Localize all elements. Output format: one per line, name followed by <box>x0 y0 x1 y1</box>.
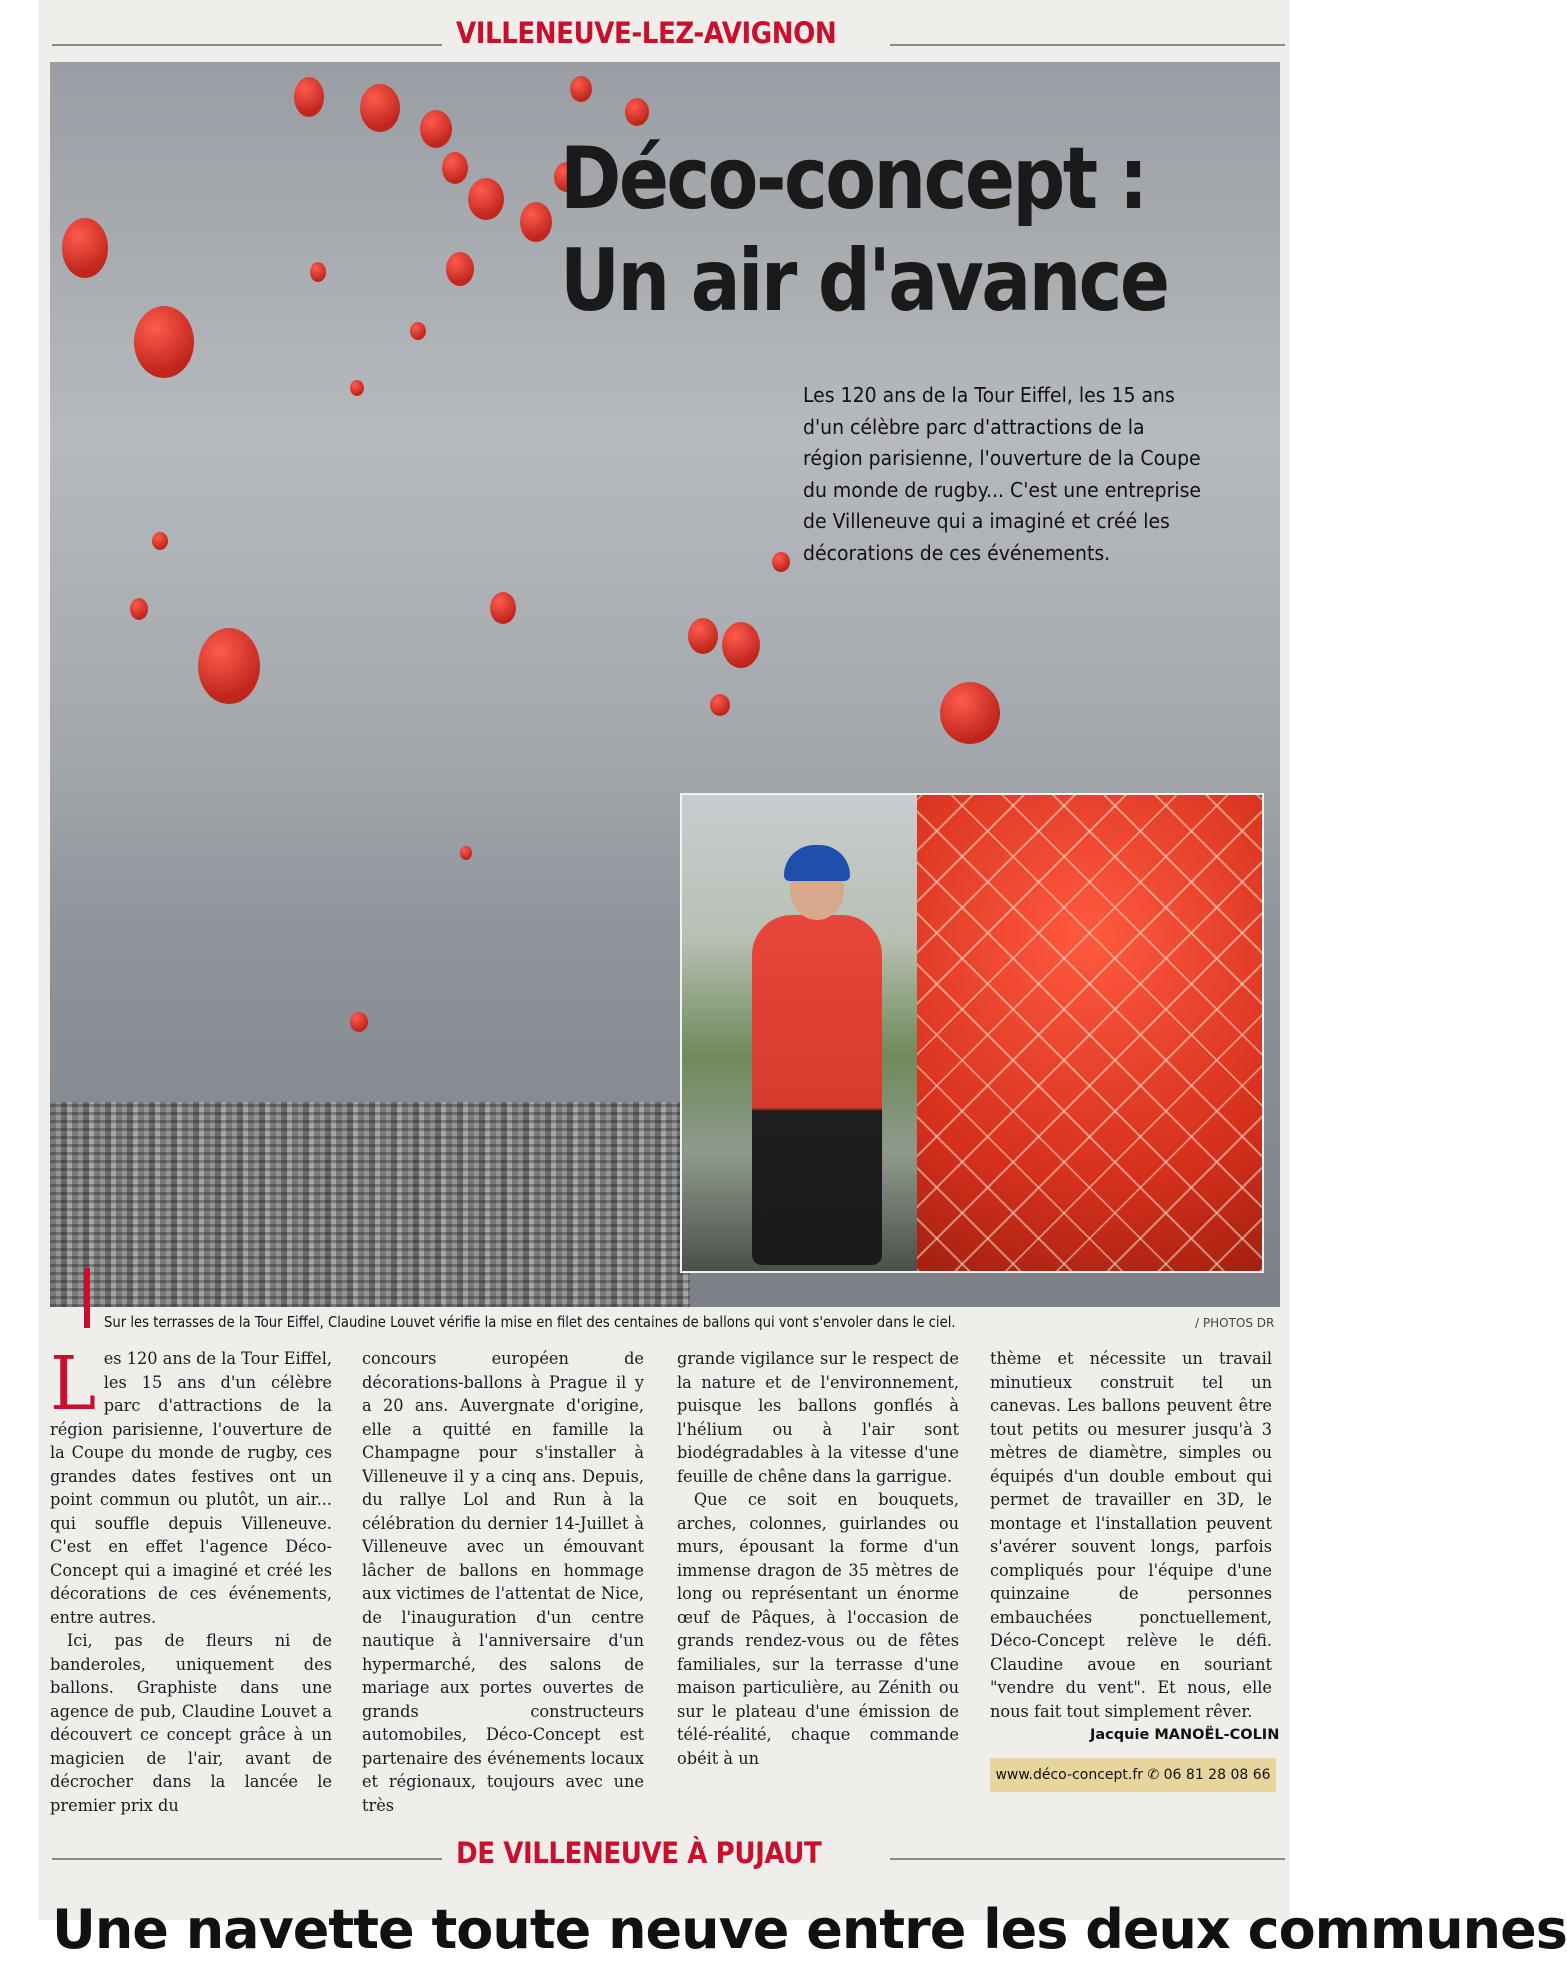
balloon <box>772 552 790 572</box>
intro-paragraph: Les 120 ans de la Tour Eiffel, les 15 ans d'un célèbre parc d'attractions de la région parisienne, l'ouverture de la Coupe du monde de rugby... C'est une entreprise de Villeneuve qui a imaginé et créé les décorations de ces événements. <box>803 383 1202 565</box>
balloon <box>625 98 649 126</box>
article-column-2 <box>362 1348 644 1818</box>
drop-cap: L <box>50 1341 97 1427</box>
balloon <box>350 380 364 396</box>
balloon <box>446 252 474 286</box>
section-title-bottom: DE VILLENEUVE À PUJAUT <box>456 1836 822 1870</box>
blue-helmet-icon <box>784 845 850 881</box>
article-paragraph: Les 120 ans de la Tour Eiffel, les 15 ans d'un célèbre parc d'attractions de la région parisienne, l'ouverture de la Coupe du monde de rugby, ces grandes dates festives ont un point commun ou plutôt, un air... qui souffle depuis Villeneuve. C'est en effet l'agence Déco-Concept qui a imaginé et créé les décorations de ces événements, entre autres. <box>50 1341 332 1628</box>
balloon <box>410 322 426 340</box>
article-column-4 <box>990 1348 1272 1724</box>
netted-balloons <box>917 795 1262 1271</box>
paris-cityscape <box>50 1102 690 1307</box>
article-paragraph: concours européen de décorations-ballons à Prague il y a 20 ans. Auvergnate d'origine, elle a quitté en famille la Champagne pour s'installer à Villeneuve il y a cinq ans. Depuis, du rallye Lol and Run à la célébration du dernier 14-Juillet à Villeneuve avec un émouvant lâcher de ballons en hommage aux victimes de l'attentat de Nice, de l'inauguration d'un centre nautique à l'anniversaire d'un hypermarché, des salons de mariage aux portes ouvertes de grands constructeurs automobiles, Déco-Concept est partenaire des événements locaux et régionaux, toujours avec une très <box>362 1349 644 1816</box>
balloon <box>460 846 472 860</box>
balloon <box>360 84 400 132</box>
bottom-rule-right <box>890 1858 1285 1860</box>
balloon <box>310 262 326 282</box>
article-paragraph: Ici, pas de fleurs ni de banderoles, uniquement des ballons. Graphiste dans une agence de pub, Claudine Louvet a découvert ce concept grâce à un magicien de l'air, avant de décrocher dans la lancée le premier prix du <box>50 1631 333 1816</box>
author-byline: Jacquie MANOËL-COLIN <box>1090 1727 1280 1743</box>
top-rule-right <box>890 44 1285 46</box>
section-title-top: VILLENEUVE-LEZ-AVIGNON <box>456 16 837 50</box>
caption-marker <box>84 1268 90 1328</box>
worker-figure <box>752 915 882 1265</box>
photo-credit: / PHOTOS DR <box>1195 1316 1275 1330</box>
headline <box>560 128 1168 332</box>
bottom-rule-left <box>52 1858 442 1860</box>
balloon <box>198 628 260 704</box>
balloon <box>294 77 324 117</box>
article-paragraph: grande vigilance sur le respect de la nature et de l'environnement, puisque les ballons gonflés à l'hélium ou à l'air sont biodégradables à la vitesse d'une feuille de chêne dans la garrigue. <box>677 1349 959 1487</box>
balloon <box>152 532 168 550</box>
top-rule-left <box>52 44 442 46</box>
balloon <box>420 110 452 148</box>
headline-line-2: Un air d'avance <box>560 231 1168 331</box>
article-paragraph: thème et nécessite un travail minutieux construit tel un canevas. Les ballons peuvent être tout petits ou mesurer jusqu'à 3 mètres de diamètre, simples ou équipés d'un double embout qui permet de travailler en 3D, le montage et l'installation peuvent s'avérer souvent longs, parfois compliqués pour l'équipe d'une quinzaine de personnes embauchées ponctuellement, Déco-Concept relève le défi. Claudine avoue en souriant "vendre du vent". Et nous, elle nous fait tout simplement rêver. <box>990 1349 1272 1722</box>
contact-box: www.déco-concept.fr ✆ 06 81 28 08 66 <box>990 1758 1276 1792</box>
article-paragraph: Que ce soit en bouquets, arches, colonnes, guirlandes ou murs, épousant la forme d'un immense dragon de 35 mètres de long ou représentant un énorme œuf de Pâques, à l'occasion de grands rendez-vous ou de fêtes familiales, sur la terrasse d'une maison particulière, au Zénith ou sur le plateau d'une émission de télé-réalité, chaque commande obéit à un <box>677 1490 959 1769</box>
balloon <box>134 306 194 378</box>
inset-photo-worker <box>680 793 1264 1273</box>
balloon <box>688 618 718 654</box>
balloon <box>442 152 468 184</box>
balloon <box>722 622 760 668</box>
balloon <box>350 1012 368 1032</box>
headline-line-1: Déco-concept : <box>560 129 1146 229</box>
article-column-1 <box>50 1341 333 1818</box>
balloon <box>520 202 552 242</box>
next-article-headline: Une navette toute neuve entre les deux communes <box>52 1898 1567 1961</box>
article-column-3 <box>677 1348 959 1771</box>
balloon <box>710 694 730 716</box>
balloon <box>570 76 592 102</box>
balloon <box>940 682 1000 744</box>
photo-caption: Sur les terrasses de la Tour Eiffel, Claudine Louvet vérifie la mise en filet des centaines de ballons qui vont s'envoler dans le ciel. <box>104 1313 956 1331</box>
balloon <box>130 598 148 620</box>
balloon <box>490 592 516 624</box>
balloon <box>62 218 108 278</box>
balloon <box>468 178 504 220</box>
